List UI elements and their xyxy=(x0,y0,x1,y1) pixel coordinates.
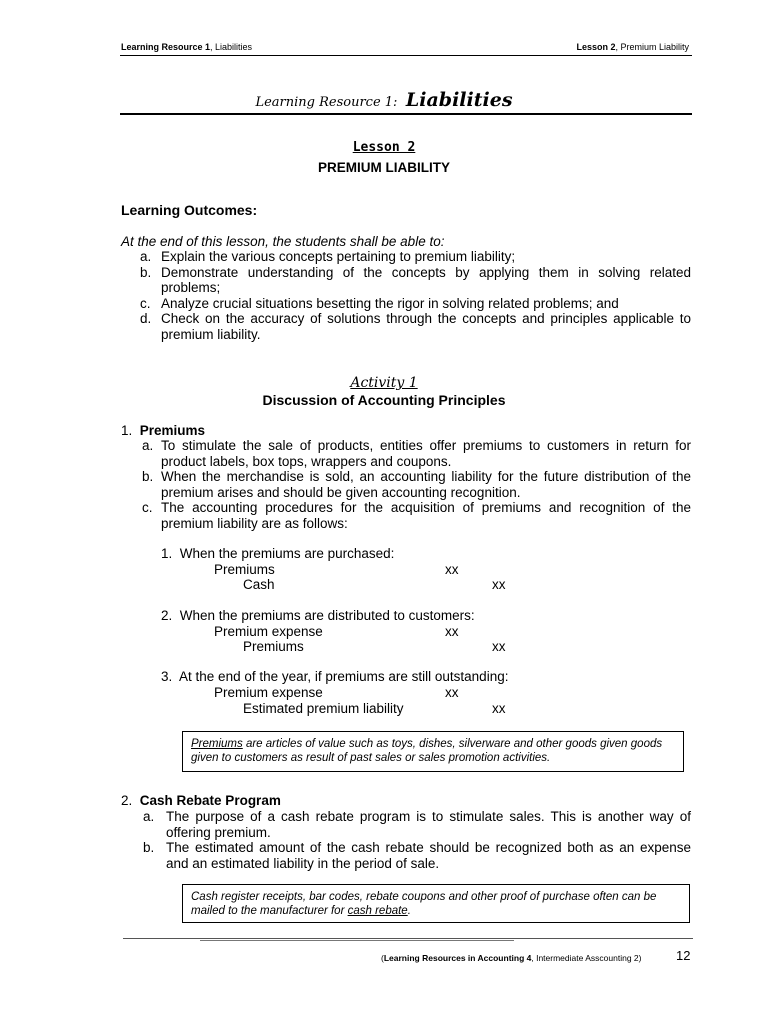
list-item: c. Analyze crucial situations besetting the rigor in solving related problems; and xyxy=(140,295,619,311)
entry-1-debit-amount: xx xyxy=(445,562,459,577)
entry-2-credit: Premiums xyxy=(243,639,304,654)
outcomes-intro: At the end of this lesson, the students shall be able to: xyxy=(121,234,445,249)
running-header-left: Learning Resource 1, Liabilities xyxy=(121,42,253,52)
outcomes-heading: Learning Outcomes: xyxy=(121,202,258,218)
entry-1-debit: Premiums xyxy=(214,562,275,577)
outcomes-list xyxy=(140,249,691,342)
entry-1-credit: Cash xyxy=(243,577,275,592)
header-rule xyxy=(120,55,692,56)
activity-title: Discussion of Accounting Principles xyxy=(262,392,506,408)
page-number: 12 xyxy=(676,948,691,963)
premiums-list xyxy=(142,438,691,531)
premiums-definition-note: Premiums are articles of value such as toys, dishes, silverware and other goods given goods given to customers as result of past sales or sales promotion activities. xyxy=(182,731,684,772)
entry-3-debit-amount: xx xyxy=(445,685,459,700)
cash-rebate-list xyxy=(143,809,691,871)
document-title: Learning Resource 1: Liabilities xyxy=(255,89,513,111)
entry-1-desc: 1. When the premiums are purchased: xyxy=(161,546,395,561)
list-item: d. Check on the accuracy of solutions through the concepts and principles applicable to premium liability. xyxy=(140,311,691,342)
entry-2-desc: 2. When the premiums are distributed to customers: xyxy=(161,608,475,623)
entry-3-debit: Premium expense xyxy=(214,685,323,700)
title-rule xyxy=(120,113,692,115)
entry-3-credit: Estimated premium liability xyxy=(243,701,404,716)
footer-rule-accent xyxy=(200,940,514,941)
list-item: a. The purpose of a cash rebate program is to stimulate sales. This is another way of offering premium. xyxy=(143,809,691,840)
section-heading-premiums: 1. Premiums xyxy=(121,423,206,438)
list-item: a. To stimulate the sale of products, entities offer premiums to customers in return for product labels, box tops, wrappers and coupons. xyxy=(142,438,691,469)
entry-3-desc: 3. At the end of the year, if premiums are still outstanding: xyxy=(161,669,509,684)
list-item: a. Explain the various concepts pertaining to premium liability; xyxy=(140,249,516,264)
lesson-name: PREMIUM LIABILITY xyxy=(318,160,450,175)
list-item: c. The accounting procedures for the acquisition of premiums and recognition of the premium liability are as follows: xyxy=(142,500,691,531)
entry-2-debit-amount: xx xyxy=(445,624,459,639)
running-header-right: Lesson 2, Premium Liability xyxy=(576,42,689,52)
list-item: b. Demonstrate understanding of the concepts by applying them in solving related problems; xyxy=(140,264,691,295)
section-heading-cash-rebate: 2. Cash Rebate Program xyxy=(121,793,281,808)
footer-rule xyxy=(123,938,693,939)
entry-2-debit: Premium expense xyxy=(214,624,323,639)
list-item: b. When the merchandise is sold, an accounting liability for the future distribution of the premium arises and should be given accounting recognition. xyxy=(142,469,691,500)
entry-1-credit-amount: xx xyxy=(492,577,506,592)
entry-3-credit-amount: xx xyxy=(492,701,506,716)
cash-rebate-note: Cash register receipts, bar codes, rebate coupons and other proof of purchase often can be mailed to the manufacturer for cash rebate. xyxy=(182,884,690,923)
lesson-number: Lesson 2 xyxy=(352,140,416,155)
activity-label: Activity 1 xyxy=(350,375,418,391)
footer-reference: (Learning Resources in Accounting 4, Intermediate Asscounting 2) xyxy=(381,953,642,963)
list-item: b. The estimated amount of the cash rebate should be recognized both as an expense and an estimated liability in the period of sale. xyxy=(143,840,691,871)
entry-2-credit-amount: xx xyxy=(492,639,506,654)
